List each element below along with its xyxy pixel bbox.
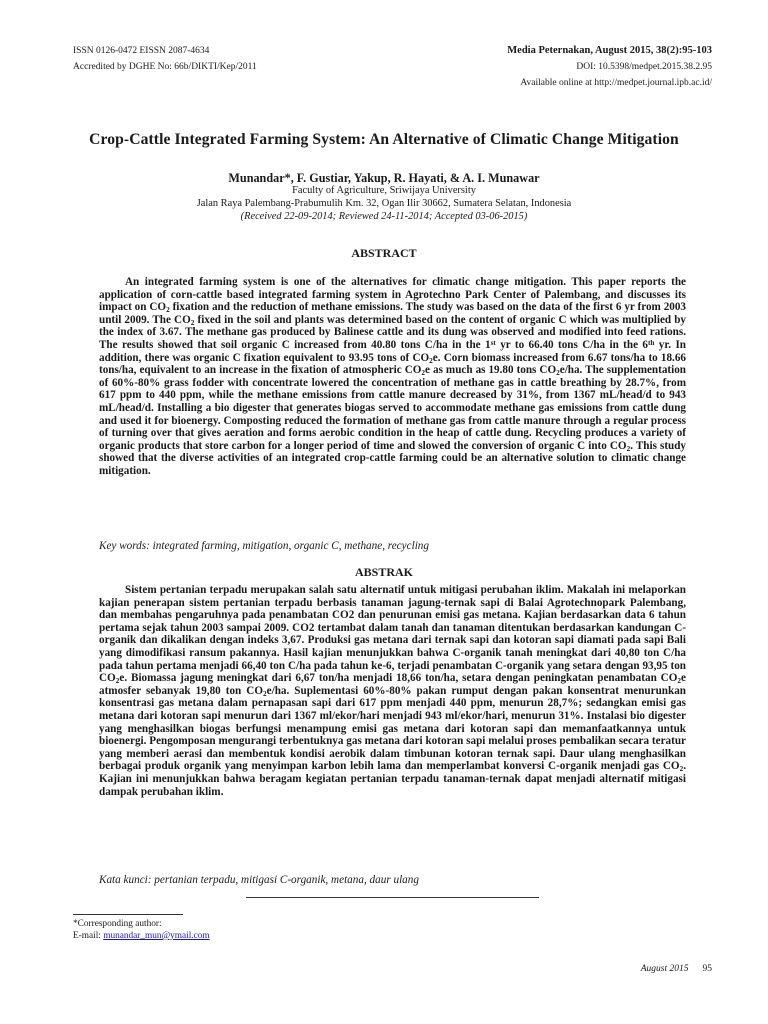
paper-title: Crop-Cattle Integrated Farming System: An Alternative of Climatic Change Mitigation — [89, 131, 679, 148]
abstrak-paragraph: Sistem pertanian terpadu merupakan salah satu alternatif untuk mitigasi perubahan iklim. Makalah ini melaporkan kajian penerapan sistem pertanian terpadu berbasis tanaman jagung-ternak sapi di Balai Agrotechnopark Palembang, dan membahas pengaruhnya pada penambatan CO2 dan penurunan emisi gas metana. Kajian berdasarkan data 6 tahun pertama sejak tahun 2003 sampai 2009. CO2 tertambat dalam tanah dan tanaman ditentukan berdasarkan kandungan C-organik dan dikalikan dengan indeks 3,67. Produksi gas metana dari ternak sapi dan kotoran sapi diamati pada sapi Bali yang dimodifikasi ransum pakannya. Hasil kajian menunjukkan bahwa C-organik tanah meningkat dari 40,80 ton C/ha pada tahun pertama menjadi 66,40 ton C/ha pada tahun ke-6, terjadi penambatan C-organik yang setara dengan 93,95 ton $CO_2e$. Biomassa jagung meningkat dari 6,67 ton/ha menjadi 18,66 ton/ha, setara dengan peningkatan penambatan $CO_2e$ atmosfer sebanyak 19,80 ton $CO_2e/ha$. Suplementasi 60%-80% pakan rumput dengan pakan konsentrat menurunkan konsentrasi gas metana dalam pernapasan sapi dari 617 ppm menjadi 440 ppm, menurun 28,7%; sedangkan emisi gas metana dari kotoran sapi menurun dari 1367 ml/ekor/hari menjadi 943 ml/ekor/hari, menurun 31%. Instalasi bio digester yang menghasilkan biogas berfungsi menampung emisi gas metana dari kotoran sapi dan memanfaatkannya untuk bioenergi. Pengomposan mengurangi terbentuknya gas metana dari kotoran sapi melalui proses pembalikan secara teratur yang memberi aerasi dan membentuk kondisi aerobik dalam timbunan kotoran ternak sapi. Daur ulang menghasilkan berbagai produk organik yang menyimpan karbon lebih lama dan memperlambat konversi C-organik menjadi gas $CO_2$. Kajian ini menunjukkan bahwa beragam kegiatan pertanian terpadu tanaman-ternak dapat menjadi alternatif mitigasi dampak perubahan iklim. — [99, 584, 686, 798]
keywords-en: Key words: integrated farming, mitigation, organic C, methane, recycling — [99, 540, 429, 552]
doi-text: DOI: 10.5398/medpet.2015.38.2.95 — [576, 62, 712, 72]
journal-citation: Media Peternakan, August 2015, 38(2):95-103 — [507, 45, 712, 56]
submission-dates: (Received 22-09-2014; Reviewed 24-11-2014; Accepted 03-06-2015) — [240, 211, 528, 222]
email-link[interactable]: munandar_mun@ymail.com — [103, 931, 210, 941]
superscript: th — [647, 338, 655, 347]
subscript: 2 — [679, 765, 684, 774]
faculty-text: Faculty of Agriculture, Sriwijaya University — [292, 185, 476, 196]
superscript: st — [490, 338, 496, 347]
address-text: Jalan Raya Palembang-Prabumulih Km. 32, Ogan Ilir 30662, Sumatera Selatan, Indonesia — [196, 198, 572, 209]
footnote — [73, 918, 210, 942]
subscript: 2 — [421, 369, 426, 378]
page-footer — [641, 964, 712, 974]
corresponding-author-label: *Corresponding author: — [73, 919, 162, 929]
page-number: 95 — [702, 964, 712, 974]
email-line — [73, 930, 210, 942]
subscript: 2 — [115, 677, 120, 686]
subscript: 2 — [429, 356, 433, 365]
subscript: 2 — [190, 318, 195, 327]
subscript: 2 — [166, 306, 170, 315]
end-rule — [246, 897, 539, 898]
subscript: 2 — [263, 689, 267, 698]
subscript: 2 — [626, 444, 631, 453]
accreditation-text: Accredited by DGHE No: 66b/DIKTI/Kep/2011 — [73, 62, 257, 72]
available-online-text: Available online at http://medpet.journal.ipb.ac.id/ — [520, 78, 712, 88]
header-right — [507, 43, 712, 91]
abstract-paragraph: An integrated farming system is one of the alternatives for climatic change mitigation. This paper reports the application of corn-cattle based integrated farming system in Agrotechno Park Center of Palembang, and discusses its impact on $CO_2$ fixation and the reduction of methane emissions. The study was based on the data of the first 6 yr from 2003 until 2009. The $CO_2$ fixed in the soil and plants was determined based on the content of organic C which was multiplied by the index of 3.67. The methane gas produced by Balinese cattle and its dung was observed and modified into feed rations. The results showed that soil organic C increased from 40.80 tons C/ha in the 1st yr to 66.40 tons C/ha in the 6th yr. In addition, there was organic C fixation equivalent to 93.95 tons of $CO_2e$. Corn biomass increased from 6.67 tons/ha to 18.66 tons/ha, equivalent to an increase in the fixation of atmospheric $CO_2e$ as much as 19.80 tons $CO_2e/ha$. The supplementation of 60%-80% grass fodder with concentrate lowered the concentration of methane gas in cattle breathing by 28.7%, from 617 ppm to 440 ppm, while the methane emissions from cattle manure decreased by 31%, from 1367 mL/head/d to 943 mL/head/d. Installing a bio digester that generates biogas served to accommodate methane gas emissions from cattle dung and used it for bioenergy. Composting reduced the formation of methane gas from cattle manure through a regular process of turning over that gives aeration and forms aerobic condition in the heap of cattle dung. Recycling produces a variety of organic products that store carbon for a longer period of time and slowed the conversion of organic C into $CO_2$. This study showed that the diverse activities of an integrated crop-cattle farming could be an alternative solution to climatic change mitigation. — [99, 276, 686, 477]
abstract-heading: ABSTRACT — [351, 246, 417, 260]
email-label: E-mail: — [73, 931, 104, 941]
footnote-rule — [73, 914, 183, 915]
abstrak-heading: ABSTRAK — [354, 565, 413, 579]
header-left — [73, 43, 257, 75]
issn-text: ISSN 0126-0472 EISSN 2087-4634 — [73, 46, 210, 56]
keywords-id: Kata kunci: pertanian terpadu, mitigasi C-organik, metana, daur ulang — [99, 874, 419, 886]
affiliation-block — [60, 184, 708, 223]
footer-date: August 2015 — [640, 964, 689, 974]
author-list: Munandar*, F. Gustiar, Yakup, R. Hayati, & A. I. Munawar — [228, 171, 540, 185]
subscript: 2 — [677, 677, 682, 686]
subscript: 2 — [556, 369, 560, 378]
